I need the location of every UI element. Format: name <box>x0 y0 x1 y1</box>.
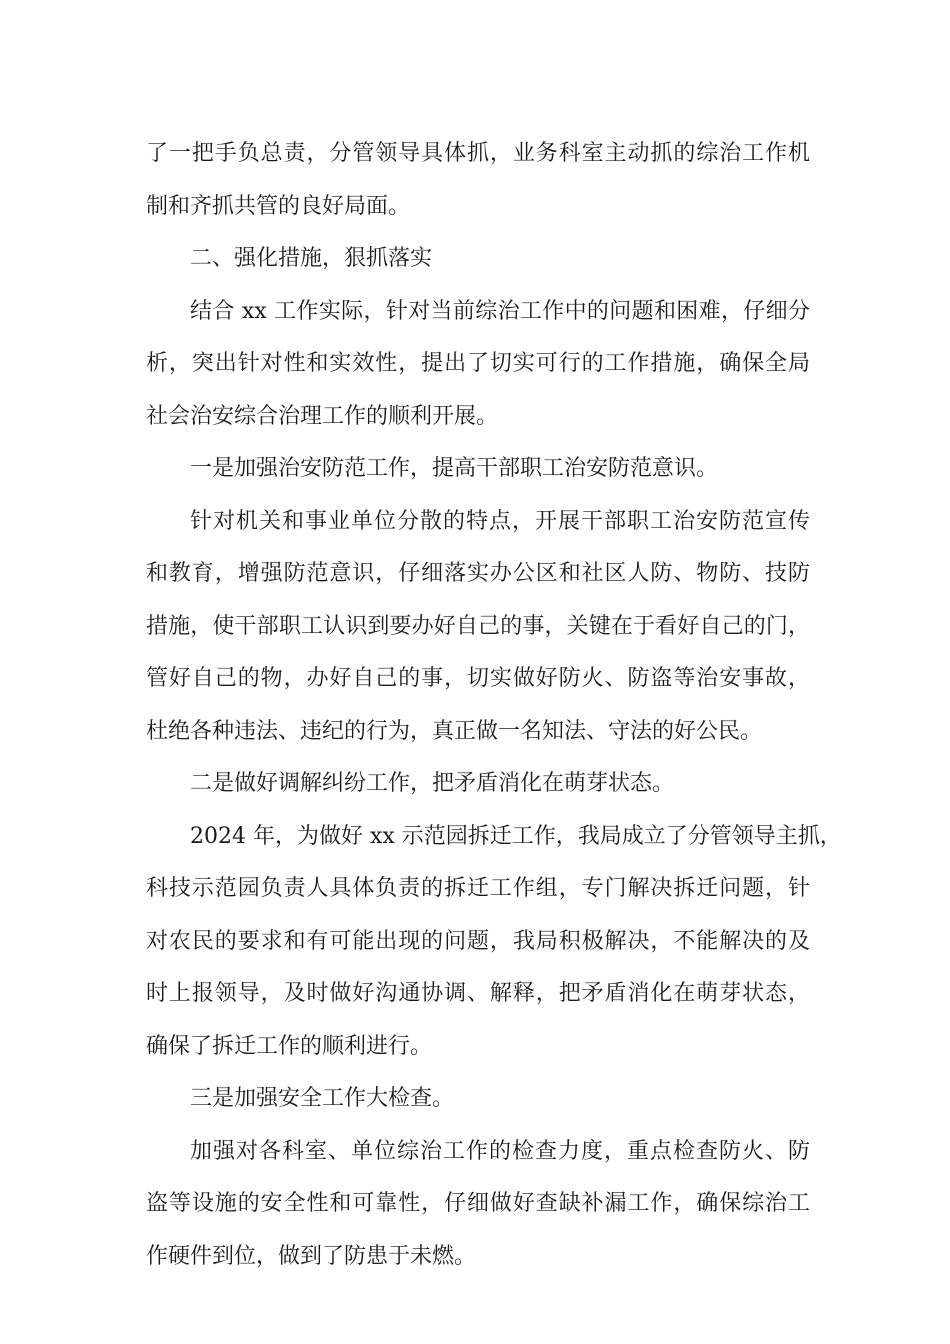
section-heading: 二、强化措施，狠抓落实 <box>190 246 433 271</box>
subsection-heading: 三是加强安全工作大检查。 <box>190 1086 455 1111</box>
text-line: 加强对各科室、单位综治工作的检查力度，重点检查防火、防 <box>190 1138 810 1164</box>
text-line: 社会治安综合治理工作的顺利开展。 <box>146 403 499 429</box>
text-line: 管好自己的物，办好自己的事，切实做好防火、防盗等治安事故， <box>146 666 810 691</box>
subsection-heading: 一是加强治安防范工作，提高干部职工治安防范意识。 <box>190 456 719 481</box>
text-line: 盗等设施的安全性和可靠性，仔细做好查缺补漏工作，确保综治工 <box>146 1191 810 1216</box>
text-line: 了一把手负总责，分管领导具体抓，业务科室主动抓的综治工作机 <box>146 141 810 166</box>
text-line: 和教育，增强防范意识，仔细落实办公区和社区人防、物防、技防 <box>146 561 810 586</box>
text-line: 对农民的要求和有可能出现的问题，我局积极解决，不能解决的及 <box>146 928 810 954</box>
text-line: 杜绝各种违法、违纪的行为，真正做一名知法、守法的好公民。 <box>146 718 763 744</box>
document-body <box>146 128 842 1283</box>
text-line: 析，突出针对性和实效性，提出了切实可行的工作措施，确保全局 <box>146 351 810 376</box>
text-line: 作硬件到位，做到了防患于未燃。 <box>146 1243 477 1269</box>
subsection-heading: 二是做好调解纠纷工作，把矛盾消化在萌芽状态。 <box>190 771 675 796</box>
text-line: 确保了拆迁工作的顺利进行。 <box>146 1033 433 1059</box>
text-line: 科技示范园负责人具体负责的拆迁工作组，专门解决拆迁问题，针 <box>146 876 810 901</box>
text-line: 结合 xx 工作实际，针对当前综治工作中的问题和困难，仔细分 <box>190 298 810 324</box>
text-line: 措施，使干部职工认识到要办好自己的事，关键在于看好自己的门， <box>146 613 810 639</box>
text-line: 针对机关和事业单位分散的特点，开展干部职工治安防范宣传 <box>190 508 810 534</box>
text-line: 制和齐抓共管的良好局面。 <box>146 193 411 219</box>
text-line: 2024 年，为做好 xx 示范园拆迁工作，我局成立了分管领导主抓， <box>190 823 842 849</box>
text-line: 时上报领导，及时做好沟通协调、解释，把矛盾消化在萌芽状态， <box>146 981 810 1006</box>
